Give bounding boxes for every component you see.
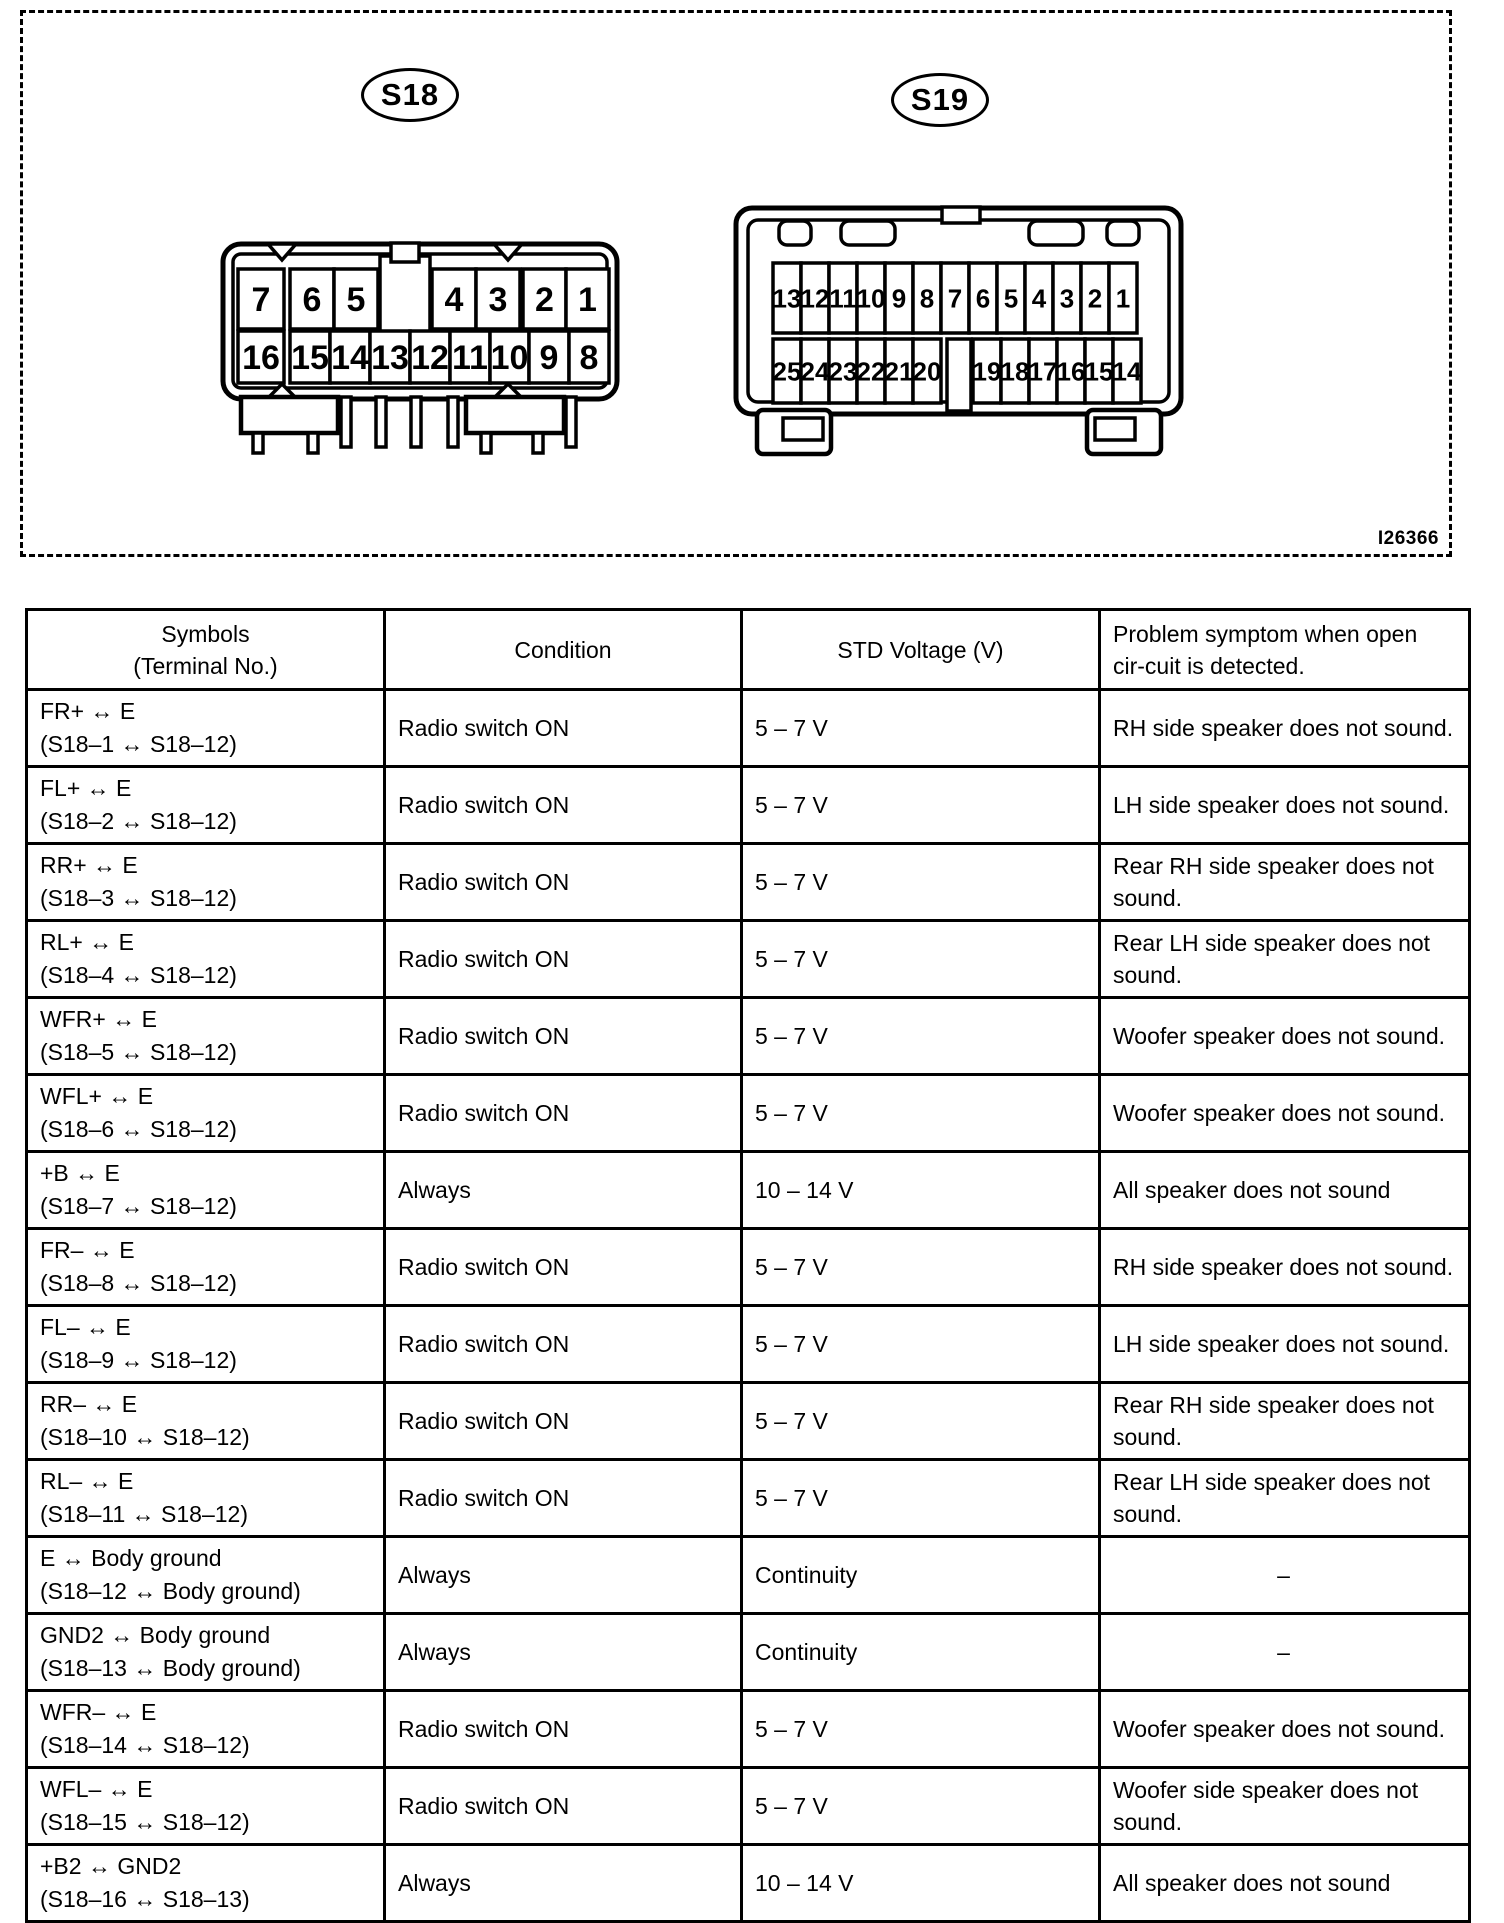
symbols-cell [27,1768,385,1845]
problem-symptom-cell: RH side speaker does not sound. [1100,690,1470,767]
pin-number: 24 [800,356,830,387]
pin-number: 20 [912,356,942,387]
table-row [27,690,1470,767]
symbol-text: FR+ ↔ E [40,698,136,724]
symbols-cell [27,844,385,921]
table-row [27,1691,1470,1768]
symbol-text: E ↔ Body ground [40,1545,222,1571]
terminal-pin [308,433,318,453]
std-voltage-cell: 10 – 14 V [742,1152,1100,1229]
problem-symptom-cell: Rear LH side speaker does not sound. [1100,1460,1470,1537]
symbol-text: RR– ↔ E [40,1391,138,1417]
mount-foot-hole [783,418,823,440]
condition-cell: Radio switch ON [385,844,742,921]
symbol-text: WFR+ ↔ E [40,1006,157,1032]
symbols-cell [27,1075,385,1152]
symbols-cell [27,1460,385,1537]
s18-connector-drawing [220,241,620,457]
header-std-voltage: STD Voltage (V) [742,610,1100,690]
problem-symptom-cell: – [1100,1537,1470,1614]
table-row [27,1845,1470,1922]
std-voltage-cell: 5 – 7 V [742,921,1100,998]
pin-number: 17 [1028,356,1058,387]
table-row [27,1306,1470,1383]
std-voltage-cell: 5 – 7 V [742,1460,1100,1537]
symbol-text: WFL– ↔ E [40,1776,153,1802]
terminal-text: (S18–5 ↔ S18–12) [40,1039,237,1065]
table-row [27,767,1470,844]
terminal-text: (S18–2 ↔ S18–12) [40,808,237,834]
pin-number: 4 [1031,283,1047,314]
symbol-text: RL– ↔ E [40,1468,134,1494]
symbol-text: WFL+ ↔ E [40,1083,154,1109]
terminal-pin [448,397,458,447]
table-row [27,844,1470,921]
symbol-text: +B2 ↔ GND2 [40,1853,182,1879]
symbols-cell [27,690,385,767]
symbols-cell [27,1614,385,1691]
symbol-text: +B ↔ E [40,1160,120,1186]
top-key-notch [942,207,980,223]
std-voltage-cell: 5 – 7 V [742,998,1100,1075]
table-row [27,1075,1470,1152]
pin-number: 10 [490,339,529,378]
pin-number: 21 [884,356,914,387]
condition-cell: Radio switch ON [385,767,742,844]
symbol-text: FL– ↔ E [40,1314,131,1340]
std-voltage-cell: 5 – 7 V [742,1075,1100,1152]
problem-symptom-cell: Rear RH side speaker does not sound. [1100,1383,1470,1460]
condition-cell: Radio switch ON [385,1383,742,1460]
pin-number: 15 [1084,356,1114,387]
pin-number: 3 [488,281,508,320]
pin-number: 14 [1112,356,1142,387]
s18-connector-label [361,68,459,122]
symbol-text: FR– ↔ E [40,1237,135,1263]
symbols-cell [27,998,385,1075]
std-voltage-cell: 5 – 7 V [742,1229,1100,1306]
terminal-text: (S18–1 ↔ S18–12) [40,731,237,757]
pin-number: 8 [579,339,599,378]
problem-symptom-cell: LH side speaker does not sound. [1100,767,1470,844]
terminal-text: (S18–4 ↔ S18–12) [40,962,237,988]
pin-number: 16 [1056,356,1086,387]
symbol-text: RR+ ↔ E [40,852,138,878]
header-symbols-line2: (Terminal No.) [133,652,278,679]
header-symbols-line1: Symbols [161,620,250,647]
mount-block [466,397,564,433]
terminal-pin [253,433,263,453]
problem-symptom-cell: Rear LH side speaker does not sound. [1100,921,1470,998]
std-voltage-cell: Continuity [742,1614,1100,1691]
pin-number: 5 [1003,283,1019,314]
terminal-pin [566,397,576,447]
latch-cap [391,243,419,262]
pin-number: 9 [539,339,559,378]
symbols-cell [27,921,385,998]
pin-number: 2 [535,281,554,320]
terminal-text: (S18–11 ↔ S18–12) [40,1501,248,1527]
symbols-cell [27,1229,385,1306]
std-voltage-cell: 5 – 7 V [742,844,1100,921]
symbols-cell [27,767,385,844]
condition-cell: Radio switch ON [385,1768,742,1845]
symbols-cell [27,1306,385,1383]
pin-number: 25 [772,356,802,387]
terminal-text: (S18–14 ↔ S18–12) [40,1732,250,1758]
pin-number: 19 [972,356,1002,387]
std-voltage-cell: 5 – 7 V [742,767,1100,844]
std-voltage-cell: 5 – 7 V [742,1768,1100,1845]
table-row [27,1229,1470,1306]
pin-number: 6 [302,281,322,320]
symbol-text: WFR– ↔ E [40,1699,157,1725]
condition-cell: Radio switch ON [385,1691,742,1768]
terminal-text: (S18–13 ↔ Body ground) [40,1655,301,1681]
pin-number: 3 [1059,283,1075,314]
pin-number: 4 [444,281,464,320]
s19-connector-drawing [733,205,1185,461]
terminal-text: (S18–15 ↔ S18–12) [40,1809,250,1835]
figure-code: I26366 [1377,528,1439,549]
condition-cell: Radio switch ON [385,1075,742,1152]
center-latch [380,256,430,332]
symbol-text: FL+ ↔ E [40,775,132,801]
problem-symptom-cell: Woofer speaker does not sound. [1100,1075,1470,1152]
std-voltage-cell: 5 – 7 V [742,1383,1100,1460]
pin-number: 16 [242,339,280,378]
top-slot [841,221,895,245]
problem-symptom-cell: Woofer speaker does not sound. [1100,1691,1470,1768]
terminal-text: (S18–12 ↔ Body ground) [40,1578,301,1604]
terminal-pin [411,397,421,447]
pin-number: 23 [828,356,858,387]
problem-symptom-cell: All speaker does not sound [1100,1152,1470,1229]
table-row [27,1460,1470,1537]
condition-cell: Radio switch ON [385,690,742,767]
pin-number: 2 [1087,283,1103,314]
table-row [27,921,1470,998]
header-symbols [27,610,385,690]
condition-cell: Radio switch ON [385,1306,742,1383]
symbols-cell [27,1691,385,1768]
pin-number: 11 [452,339,488,378]
pin-number: 6 [975,283,991,314]
pin-number: 18 [1000,356,1030,387]
problem-symptom-cell: Woofer speaker does not sound. [1100,998,1470,1075]
terminal-text: (S18–10 ↔ S18–12) [40,1424,250,1450]
pin-number: 15 [291,339,329,378]
pin-number: 1 [578,281,597,320]
symbols-cell [27,1383,385,1460]
condition-cell: Always [385,1152,742,1229]
pin-number: 7 [251,281,271,320]
terminal-pin [481,433,491,453]
std-voltage-cell: 5 – 7 V [742,1306,1100,1383]
terminal-pin [533,433,543,453]
mount-foot-hole [1095,418,1135,440]
table-row [27,1614,1470,1691]
terminal-pin [376,397,386,447]
std-voltage-cell: 5 – 7 V [742,690,1100,767]
center-rib [947,339,971,411]
pin-number: 10 [856,283,886,314]
terminal-text: (S18–6 ↔ S18–12) [40,1116,237,1142]
terminal-text: (S18–9 ↔ S18–12) [40,1347,237,1373]
s18-label-text: S18 [380,77,440,112]
std-voltage-cell: Continuity [742,1537,1100,1614]
terminal-text: (S18–8 ↔ S18–12) [40,1270,237,1296]
symbols-cell [27,1845,385,1922]
mount-block [241,397,338,433]
pin-number: 5 [346,281,366,320]
table-row [27,1152,1470,1229]
pin-number: 22 [856,356,886,387]
pin-number: 1 [1115,283,1131,314]
symbols-cell [27,1152,385,1229]
s19-label-text: S19 [910,82,970,117]
pin-number: 9 [891,283,907,314]
std-voltage-cell: 5 – 7 V [742,1691,1100,1768]
condition-cell: Always [385,1537,742,1614]
condition-cell: Radio switch ON [385,921,742,998]
problem-symptom-cell: LH side speaker does not sound. [1100,1306,1470,1383]
table-header-row [27,610,1470,690]
top-slot [779,221,811,245]
pin-number: 13 [772,283,802,314]
header-condition: Condition [385,610,742,690]
top-slot [1107,221,1139,245]
symbols-cell [27,1537,385,1614]
terminal-text: (S18–3 ↔ S18–12) [40,885,237,911]
condition-cell: Radio switch ON [385,1460,742,1537]
problem-symptom-cell: Woofer side speaker does not sound. [1100,1768,1470,1845]
problem-symptom-cell: – [1100,1614,1470,1691]
symbol-text: GND2 ↔ Body ground [40,1622,271,1648]
table-row [27,998,1470,1075]
pin-number: 8 [919,283,935,314]
top-slot [1029,221,1083,245]
terminal-pin [341,397,351,447]
condition-cell: Always [385,1614,742,1691]
condition-cell: Radio switch ON [385,998,742,1075]
symbol-text: RL+ ↔ E [40,929,134,955]
header-problem-symptom: Problem symptom when open cir-cuit is detected. [1100,610,1470,690]
s19-connector-label [891,73,989,127]
connector-figure [20,10,1452,557]
pin-number: 11 [829,283,857,314]
condition-cell: Always [385,1845,742,1922]
terminal-text: (S18–16 ↔ S18–13) [40,1886,250,1912]
pin-number: 7 [947,283,963,314]
table-row [27,1537,1470,1614]
pin-number: 12 [800,283,830,314]
pin-number: 13 [371,339,409,378]
problem-symptom-cell: RH side speaker does not sound. [1100,1229,1470,1306]
pin-number: 14 [331,339,369,378]
terminal-voltage-table [25,608,1471,1923]
table-row [27,1383,1470,1460]
problem-symptom-cell: Rear RH side speaker does not sound. [1100,844,1470,921]
condition-cell: Radio switch ON [385,1229,742,1306]
terminal-text: (S18–7 ↔ S18–12) [40,1193,237,1219]
pin-number: 12 [411,339,449,378]
table-row [27,1768,1470,1845]
problem-symptom-cell: All speaker does not sound [1100,1845,1470,1922]
std-voltage-cell: 10 – 14 V [742,1845,1100,1922]
